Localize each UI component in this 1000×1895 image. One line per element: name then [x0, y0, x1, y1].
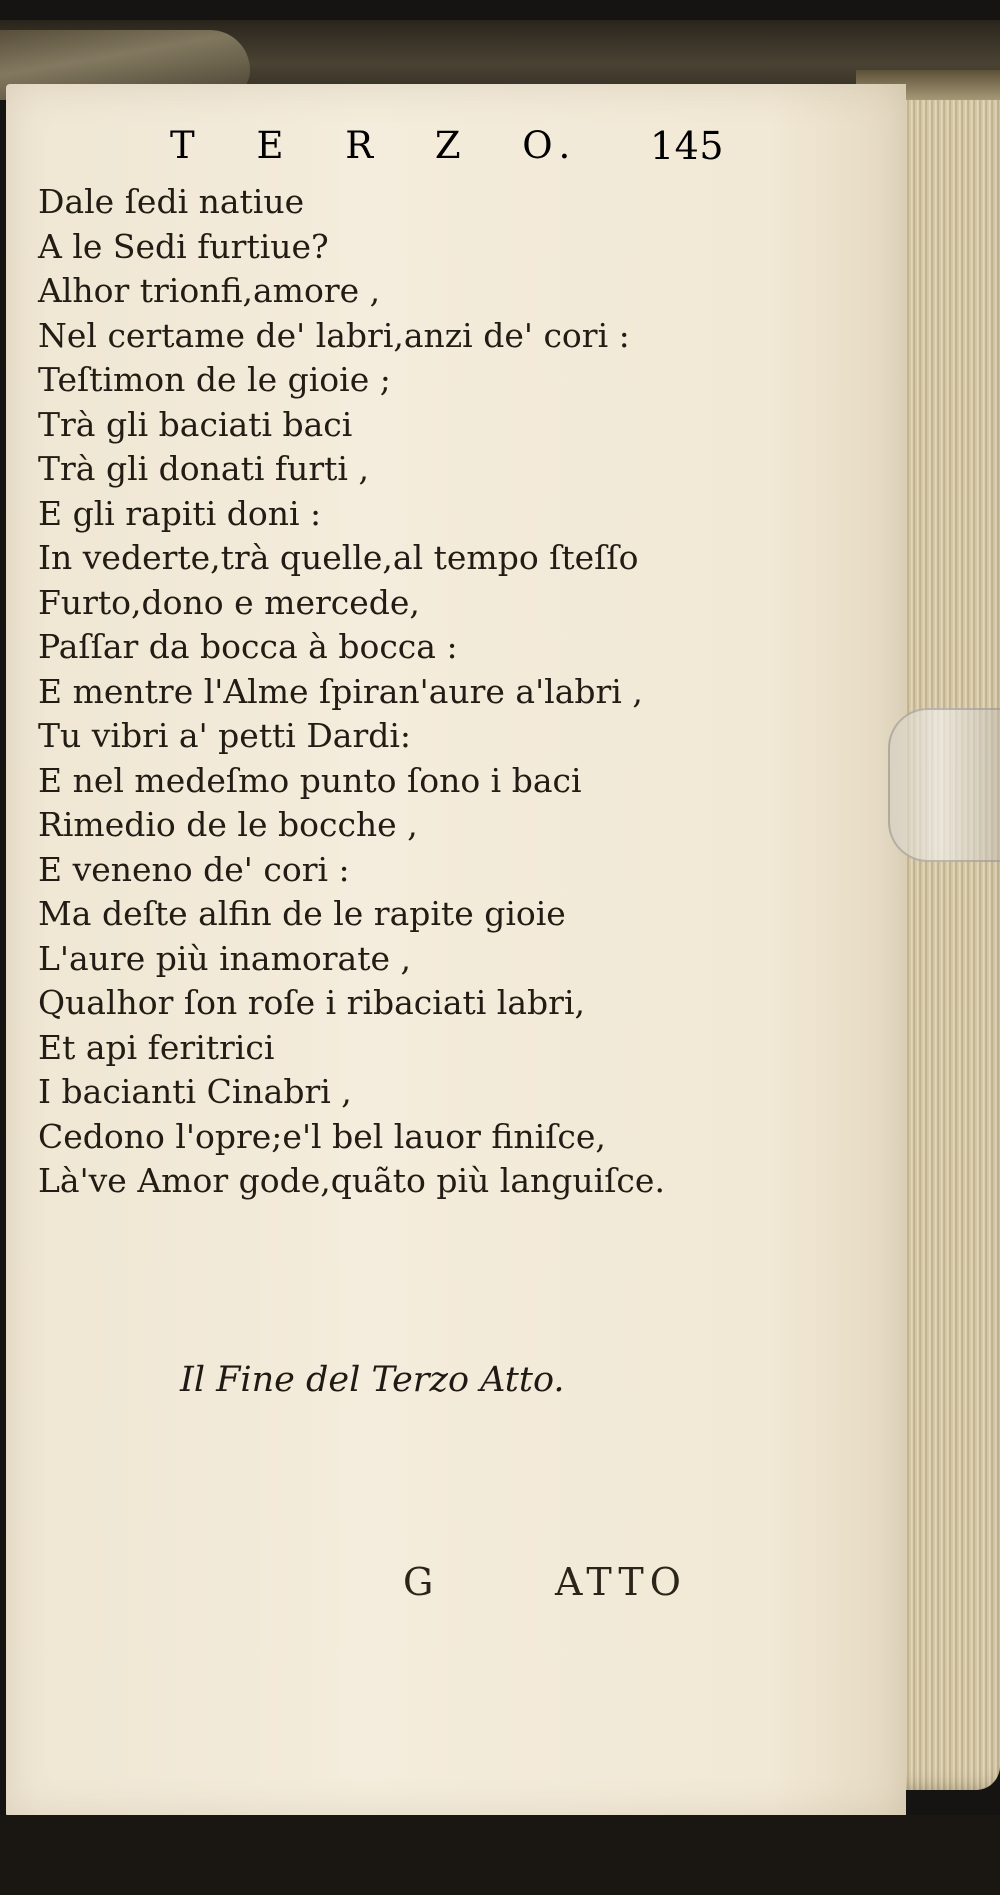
verse-line: Rimedio de le bocche , [38, 805, 418, 844]
verse-line: Dale ſedi natiue [38, 182, 305, 221]
verse-line: Nel certame de' labri,anzi de' cori : [38, 315, 630, 355]
verse-line: Alhor trionfi,amore , [38, 271, 381, 310]
signature-mark: G [403, 1560, 434, 1604]
verse-line: E gli rapiti doni : [38, 493, 322, 533]
verse-line: Teſtimon de le gioie ; [38, 360, 391, 399]
verse-line: Et api feritrici [38, 1027, 275, 1067]
verse-line: E nel medeſmo punto ſono i baci [38, 760, 582, 800]
verse-line: E mentre l'Alme ſpiran'aure a'labri , [38, 671, 643, 711]
background-shadow [0, 1815, 1000, 1895]
verse-line: I bacianti Cinabri , [38, 1072, 352, 1111]
verse-line: Furto,dono e mercede, [38, 582, 420, 622]
verse-line: L'aure più inamorate , [38, 938, 411, 978]
verse-line: A le Sedi furtiue? [38, 226, 329, 266]
catchword: ATTO [555, 1560, 687, 1604]
verse-line: Cedono l'opre;e'l bel lauor finiſce, [38, 1116, 606, 1156]
page-number: 145 [650, 124, 725, 168]
running-head: T E R Z O. [170, 124, 579, 167]
verse-line: Tu vibri a' petti Dardi: [38, 716, 412, 755]
page-header [170, 124, 770, 176]
verse-line: Paſſar da bocca à bocca : [38, 627, 458, 666]
verse-line: E veneno de' cori : [38, 849, 350, 889]
verse-block [38, 180, 778, 1204]
verse-line: Là've Amor gode,quãto più languiſce. [38, 1161, 665, 1200]
act-end-note: Il Fine del Terzo Atto. [180, 1360, 565, 1400]
verse-line: Trà gli donati furti , [38, 449, 369, 488]
verse-line: Qualhor ſon roſe i ribaciati labri, [38, 983, 585, 1022]
verse-line: In vederte,trà quelle,al tempo ſteſſo [38, 538, 639, 577]
clasp [888, 708, 1000, 862]
verse-line: Ma deſte alfin de le rapite gioie [38, 894, 566, 933]
verse-line: Trà gli baciati baci [38, 404, 353, 444]
